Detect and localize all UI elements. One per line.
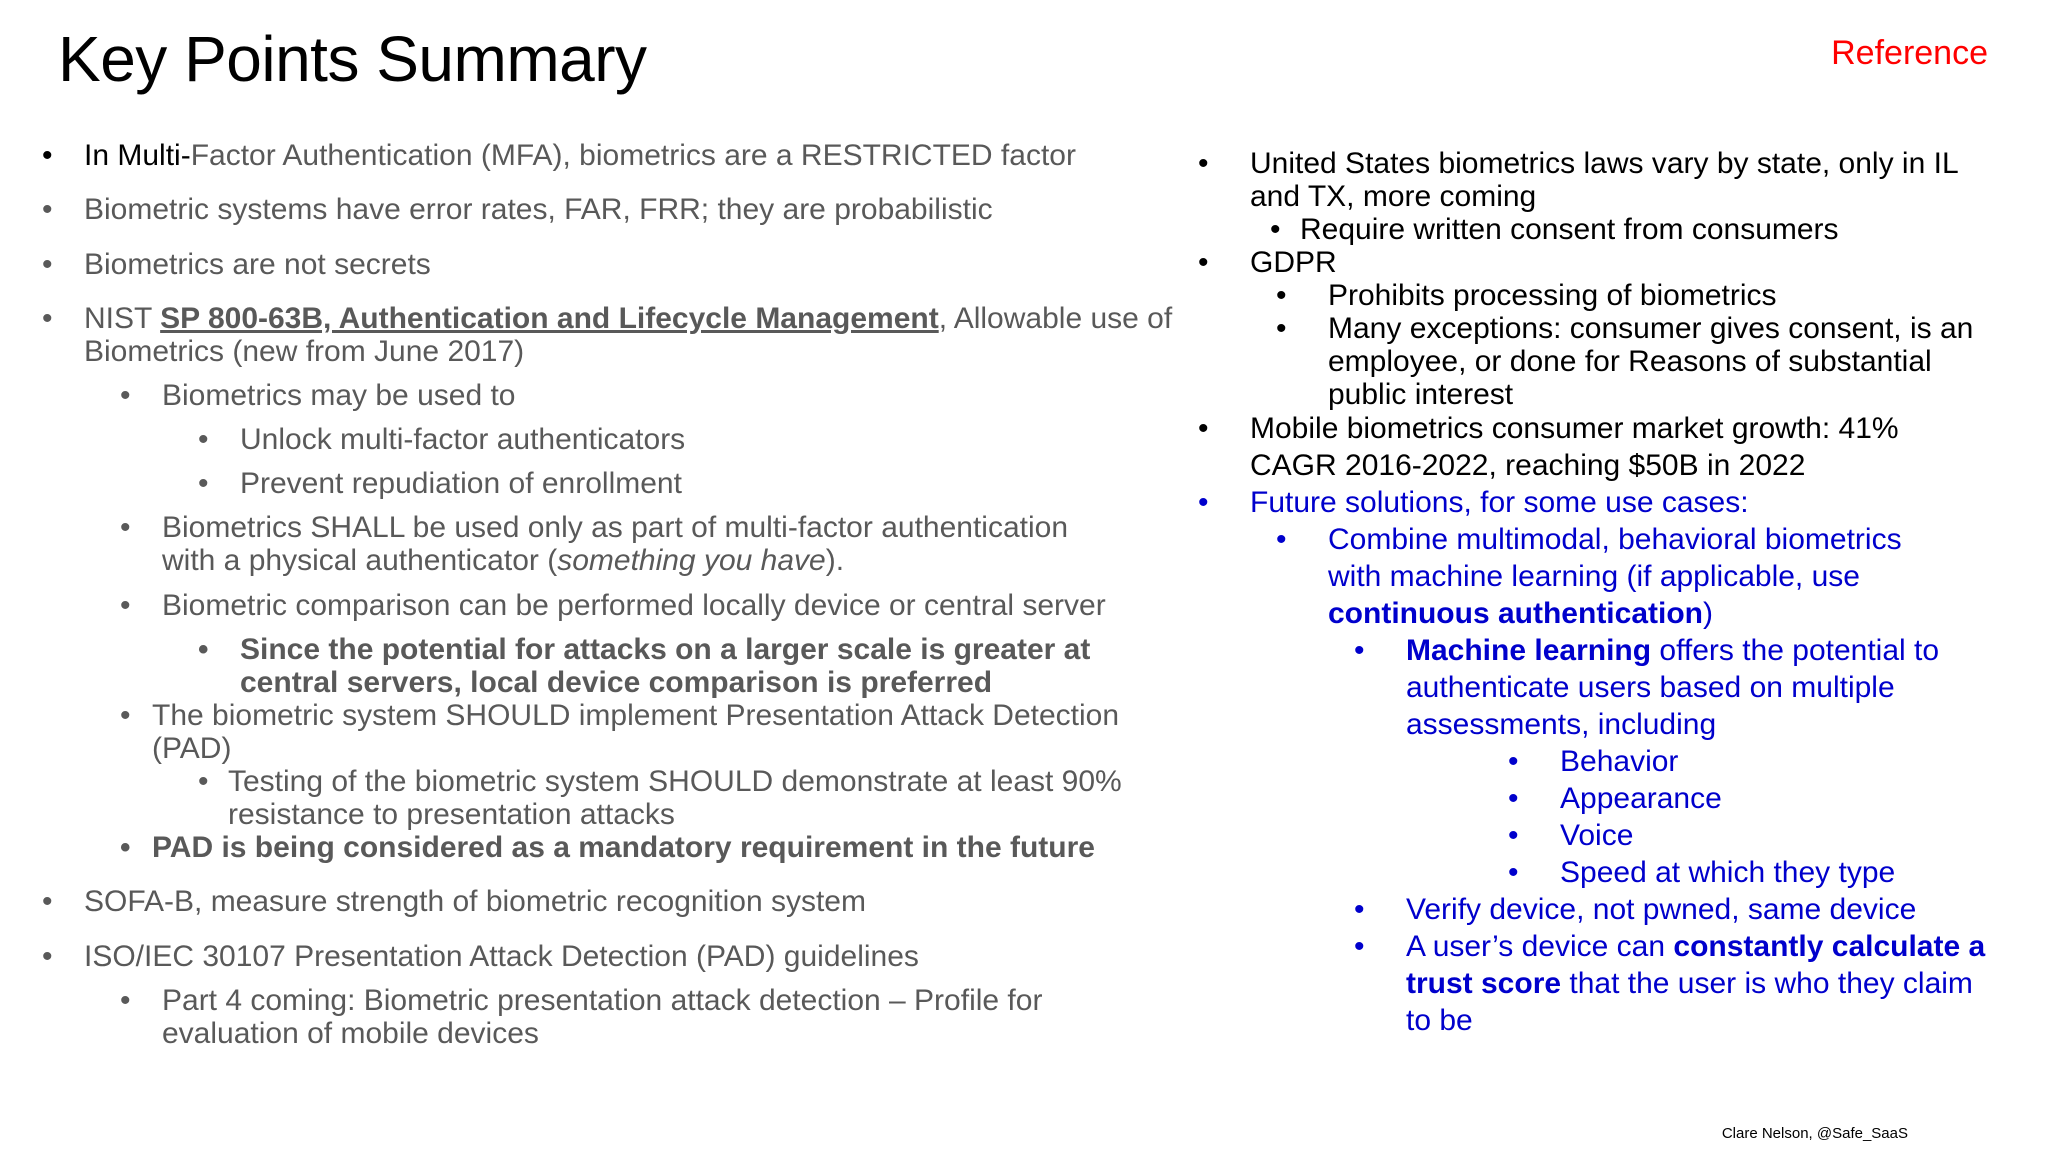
sofa-text: SOFA-B, measure strength of biometric recognition system: [84, 885, 866, 918]
bullet-icon: •: [42, 193, 53, 226]
footer-credit: Clare Nelson, @Safe_SaaS: [1721, 1125, 1908, 1142]
shall-line2-post: ).: [825, 544, 845, 577]
shall-line1: Biometrics SHALL be used only as part of multi-factor authentication: [162, 511, 1069, 544]
bullet-icon: •: [1508, 782, 1519, 815]
nist-line2: Biometrics (new from June 2017): [84, 335, 525, 368]
trust-line3: to be: [1406, 1004, 1473, 1037]
testing-line1: Testing of the biometric system SHOULD demonstrate at least 90%: [228, 765, 1122, 798]
ml-bold: Machine learning: [1406, 634, 1652, 667]
combine-bold: continuous authentication: [1328, 597, 1703, 630]
ml-line2: authenticate users based on multiple: [1406, 671, 1895, 704]
nist-link[interactable]: SP 800-63B, Authentication and Lifecycle Management: [160, 302, 939, 335]
trust-bold2: trust score: [1406, 967, 1562, 1000]
since-line1: Since the potential for attacks on a larger scale is greater at: [240, 633, 1091, 666]
bullet-icon: •: [1508, 819, 1519, 852]
bullet-icon: •: [198, 633, 209, 666]
part4-line2: evaluation of mobile devices: [162, 1017, 539, 1050]
nist-prefix: NIST: [84, 302, 161, 335]
mfa-prefix: In Multi-: [84, 139, 191, 172]
appearance-text: Appearance: [1560, 782, 1722, 815]
trust-bold1: constantly calculate a: [1673, 930, 1986, 963]
shall-line2-italic: something you have: [557, 544, 826, 577]
bullet-icon: •: [1276, 523, 1287, 556]
may-be-used-text: Biometrics may be used to: [162, 379, 516, 412]
exceptions-line1: Many exceptions: consumer gives consent, is an: [1328, 312, 1974, 345]
mobile-line2: CAGR 2016-2022, reaching $50B in 2022: [1250, 449, 1806, 482]
bullet-icon: •: [120, 589, 131, 622]
bullet-icon: •: [198, 765, 209, 798]
nist-rest: , Allowable use of: [938, 302, 1173, 335]
part4-line1: Part 4 coming: Biometric presentation attack detection – Profile for: [162, 984, 1043, 1017]
bullet-icon: •: [1354, 634, 1365, 667]
bullet-icon: •: [1198, 246, 1209, 279]
bullet-icon: •: [42, 940, 53, 973]
future-text: Future solutions, for some use cases:: [1250, 486, 1749, 519]
speed-text: Speed at which they type: [1560, 856, 1896, 889]
pad-line2: (PAD): [152, 732, 232, 765]
bullet-icon: •: [1508, 745, 1519, 778]
ml-line3: assessments, including: [1406, 708, 1717, 741]
written-consent-text: Require written consent from consumers: [1300, 213, 1839, 246]
bullet-icon: •: [198, 423, 209, 456]
bullet-icon: •: [1198, 412, 1209, 445]
us-line2: and TX, more coming: [1250, 180, 1537, 213]
unlock-text: Unlock multi-factor authenticators: [240, 423, 686, 456]
bullet-icon: •: [42, 302, 53, 335]
pad-line1: The biometric system SHOULD implement Presentation Attack Detection: [152, 699, 1120, 732]
since-line2: central servers, local device comparison is preferred: [240, 666, 993, 699]
bullet-icon: •: [120, 379, 131, 412]
bullet-icon: •: [42, 248, 53, 281]
bullet-icon: •: [1198, 147, 1209, 180]
bullet-icon: •: [1354, 893, 1365, 926]
bullet-icon: •: [120, 831, 131, 864]
gdpr-text: GDPR: [1250, 246, 1337, 279]
mfa-text: Factor Authentication (MFA), biometrics are a RESTRICTED factor: [190, 139, 1076, 172]
prohibits-text: Prohibits processing of biometrics: [1328, 279, 1777, 312]
bullet-icon: •: [120, 511, 131, 544]
bullet-icon: •: [1276, 279, 1287, 312]
bullet-icon: •: [1270, 213, 1281, 246]
shall-line2-pre: with a physical authenticator (: [162, 544, 558, 577]
reference-label: Reference: [1831, 34, 1988, 72]
mobile-line1: Mobile biometrics consumer market growth: 41%: [1250, 412, 1899, 445]
page-title: Key Points Summary: [58, 23, 647, 95]
combine-line2: with machine learning (if applicable, use: [1328, 560, 1860, 593]
iso-text: ISO/IEC 30107 Presentation Attack Detection (PAD) guidelines: [84, 940, 919, 973]
us-line1: United States biometrics laws vary by state, only in IL: [1250, 147, 1959, 180]
bullet-icon: •: [120, 699, 131, 732]
behavior-text: Behavior: [1560, 745, 1679, 778]
ml-rest: offers the potential to: [1651, 634, 1940, 667]
bullet-icon: •: [1198, 486, 1209, 519]
bullet-icon: •: [198, 467, 209, 500]
combine-close: ): [1703, 597, 1713, 630]
prevent-text: Prevent repudiation of enrollment: [240, 467, 682, 500]
voice-text: Voice: [1560, 819, 1634, 852]
trust-pre: A user’s device can: [1406, 930, 1674, 963]
combine-line1: Combine multimodal, behavioral biometrics: [1328, 523, 1902, 556]
exceptions-line2: employee, or done for Reasons of substantial: [1328, 345, 1932, 378]
bullet-icon: •: [120, 984, 131, 1017]
bullet-icon: •: [1276, 312, 1287, 345]
bullet-icon: •: [42, 139, 53, 172]
bullet-icon: •: [1508, 856, 1519, 889]
bullet-icon: •: [1354, 930, 1365, 963]
comparison-text: Biometric comparison can be performed locally device or central server: [162, 589, 1106, 622]
verify-text: Verify device, not pwned, same device: [1406, 893, 1917, 926]
bullet-icon: •: [42, 885, 53, 918]
testing-line2: resistance to presentation attacks: [228, 798, 675, 831]
pad-mandatory-text: PAD is being considered as a mandatory requirement in the future: [152, 831, 1095, 864]
trust-rest: that the user is who they claim: [1561, 967, 1973, 1000]
exceptions-line3: public interest: [1328, 378, 1514, 411]
not-secrets-text: Biometrics are not secrets: [84, 248, 431, 281]
error-rates-text: Biometric systems have error rates, FAR, FRR; they are probabilistic: [84, 193, 993, 226]
